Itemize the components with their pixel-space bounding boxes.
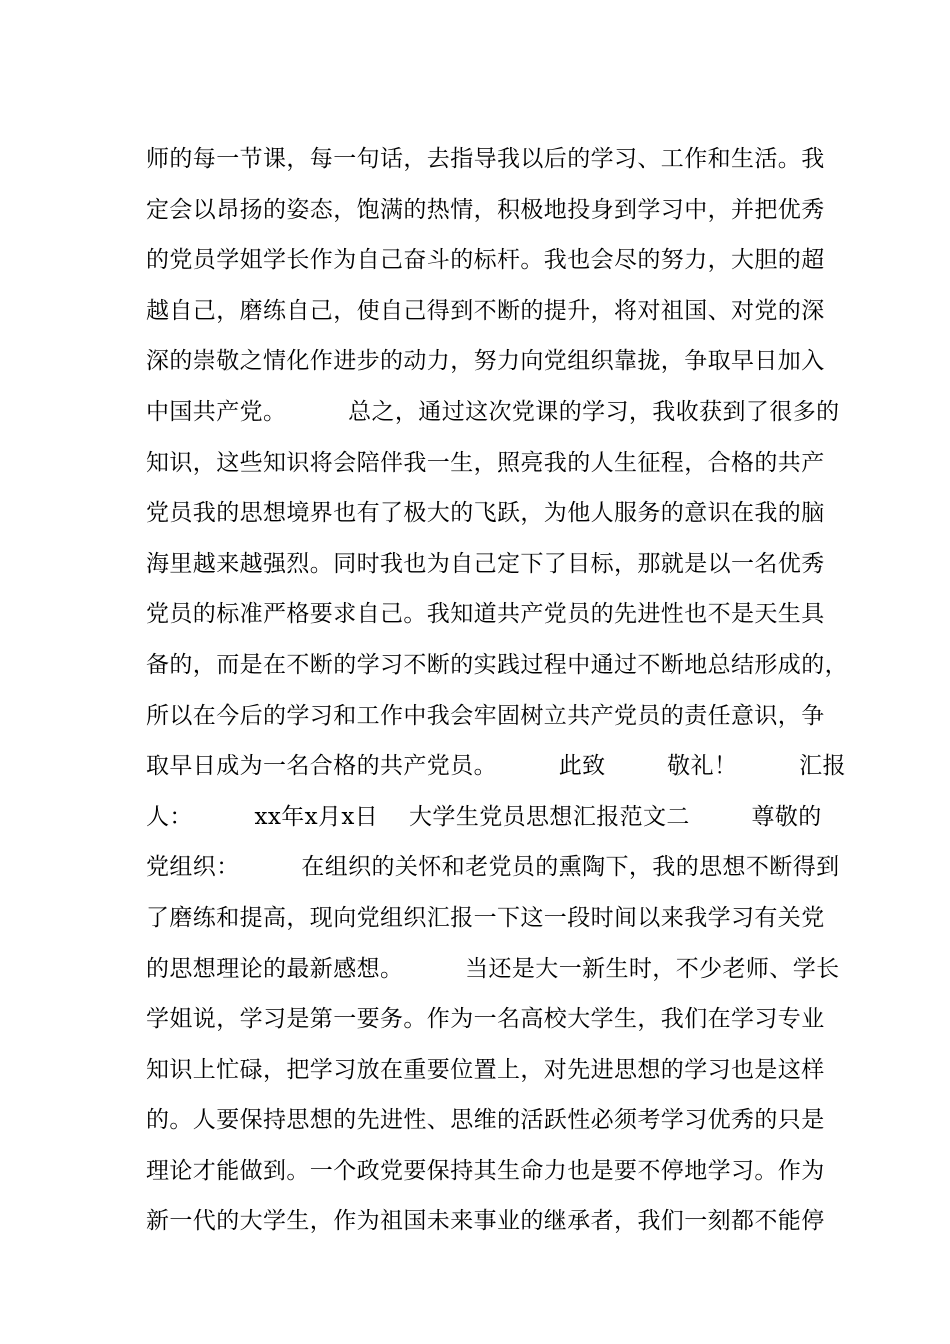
text-line-1: 师的每一节课，每一句话，去指导我以后的学习、工作和生活。我 <box>146 146 825 172</box>
text-line-12: 所以在今后的学习和工作中我会牢固树立共产党员的责任意识，争 <box>146 702 825 729</box>
body-text <box>146 134 848 1247</box>
text-line-4: 越自己，磨练自己，使自己得到不断的提升，将对祖国、对党的深 <box>146 297 825 324</box>
text-line-19: 知识上忙碌，把学习放在重要位置上，对先进思想的学习也是这样 <box>146 1056 825 1083</box>
text-line-6: 中国共产党。 总之，通过这次党课的学习，我收获到了很多的 <box>146 398 840 425</box>
text-line-11: 备的，而是在不断的学习不断的实践过程中通过不断地总结形成的， <box>146 651 848 678</box>
text-line-5: 深的崇敬之情化作进步的动力，努力向党组织靠拢，争取早日加入 <box>146 348 825 375</box>
text-line-9: 海里越来越强烈。同时我也为自己定下了目标，那就是以一名优秀 <box>146 550 825 577</box>
text-line-20: 的。人要保持思想的先进性、思维的活跃性必须考学习优秀的只是 <box>146 1107 825 1134</box>
text-line-22: 新一代的大学生，作为祖国未来事业的继承者，我们一刻都不能停 <box>146 1208 825 1235</box>
text-line-16: 了磨练和提高，现向党组织汇报一下这一段时间以来我学习有关党 <box>146 904 825 931</box>
text-line-2: 定会以昂扬的姿态，饱满的热情，积极地投身到学习中，并把优秀 <box>146 196 825 223</box>
text-line-8: 党员我的思想境界也有了极大的飞跃，为他人服务的意识在我的脑 <box>146 500 825 527</box>
text-line-18: 学姐说，学习是第一要务。作为一名高校大学生，我们在学习专业 <box>146 1006 825 1033</box>
text-line-10: 党员的标准严格要求自己。我知道共产党员的先进性也不是天生具 <box>146 601 825 628</box>
text-line-7: 知识，这些知识将会陪伴我一生，照亮我的人生征程，合格的共产 <box>146 449 825 476</box>
text-line-21: 理论才能做到。一个政党要保持其生命力也是要不停地学习。作为 <box>146 1157 825 1184</box>
text-line-14: 人： xx年x月x日 大学生党员思想汇报范文二 尊敬的 <box>146 803 822 830</box>
text-line-17: 的思想理论的最新感想。 当还是大一新生时，不少老师、学长 <box>146 955 840 982</box>
text-line-3: 的党员学姐学长作为自己奋斗的标杆。我也会尽的努力，大胆的超 <box>146 247 825 274</box>
text-line-15: 党组织： 在组织的关怀和老党员的熏陶下，我的思想不断得到 <box>146 854 840 881</box>
text-line-13: 取早日成为一名合格的共产党员。 此致 敬礼！ 汇报 <box>146 753 846 780</box>
